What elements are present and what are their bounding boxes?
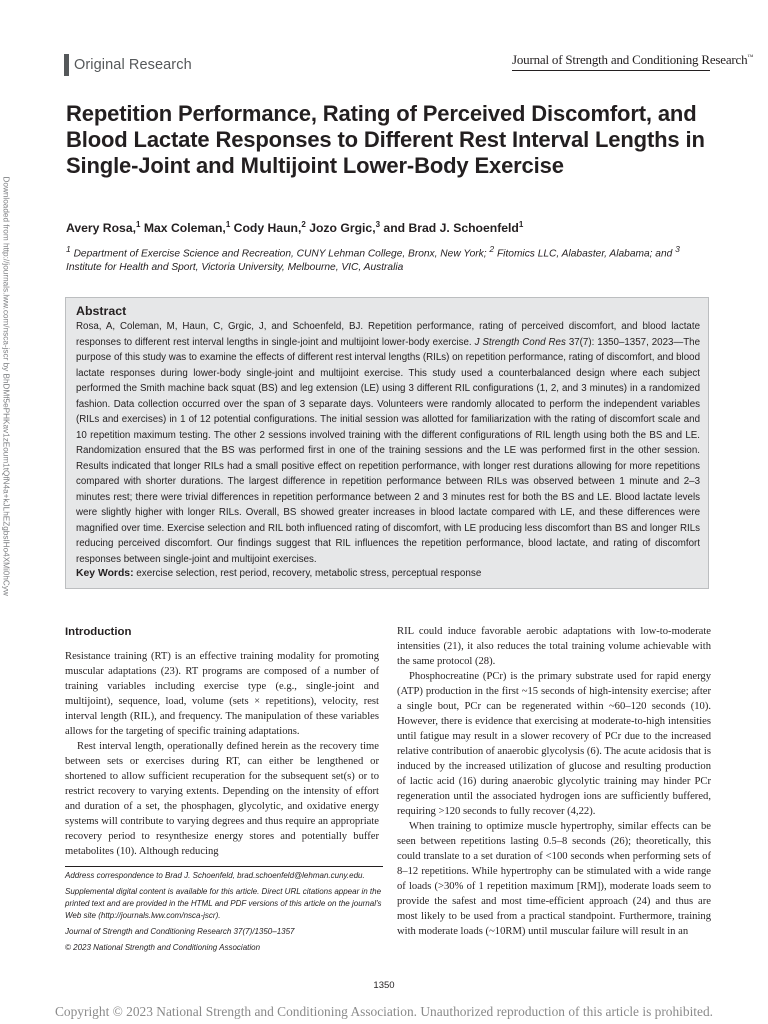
body-paragraph: When training to optimize muscle hypertrophy, similar effects can be seen between repetitions lasting 0.5–8 seconds (26); theoretically, this could translate to a set duration of <100 seconds when performing sets of 8–12 repetitions. While hypertrophy can be stimulated with a wide range of loads (>30% of 1 repetition maximum [RM]), moderate loads seem to provide the safest and most time-efficient approach (24) and thus are most likely to be used from a practical standpoint. Furthermore, training with moderate loads (~10RM) until muscular failure will result in an — [397, 821, 711, 937]
affiliation-text: Department of Exercise Science and Recreation, CUNY Lehman College, Bronx, New York; — [70, 248, 490, 260]
author-affiliation-marker: 2 — [301, 220, 306, 229]
author-name: and Brad J. Schoenfeld — [380, 221, 519, 236]
journal-logo — [512, 52, 754, 68]
introduction-heading: Introduction — [65, 626, 132, 638]
abstract-citation-journal: J Strength Cond Res — [474, 336, 566, 348]
correspondence-note: Address correspondence to Brad J. Schoenfeld, brad.schoenfeld@lehman.cuny.edu. — [65, 871, 365, 880]
affiliations — [66, 242, 714, 275]
author-affiliation-marker: 3 — [375, 220, 381, 229]
abstract-body — [76, 319, 700, 567]
author-name: Max Coleman, — [140, 221, 226, 236]
body-column-right — [397, 624, 711, 939]
journal-reference: Journal of Strength and Conditioning Research 37(7)/1350–1357 — [65, 927, 295, 937]
author-name: Cody Haun, — [230, 221, 302, 236]
abstract-text: Rosa, A, Coleman, M, Haun, C, Grgic, J, and Schoenfeld, BJ. Repetition performance, rating of perceived discomfort, and blood lactate responses to different rest interval lengths in single-joint and multijoint lower-body exercise. — [76, 321, 700, 348]
affiliation-marker: 2 — [489, 244, 495, 254]
author-name: Jozo Grgic, — [305, 221, 376, 236]
author-list — [66, 220, 716, 235]
affiliation-marker: 1 — [66, 244, 71, 254]
article-title: Repetition Performance, Rating of Perceived Discomfort, and Blood Lactate Responses to Different Rest Interval Lengths in Single-Joint and Multijoint Lower-Body Exercise — [66, 101, 705, 178]
abstract-text: 37(7): 1350–1357, 2023—The purpose of this study was to examine the effects of different rest interval lengths (RILs) on repetition performance, rating of discomfort, and blood lactate responses during lower-body single-joint and multijoint exercise. This study used a counterbalanced design where each subject performed the Smith machine back squat (BS) and leg extension (LE) using 3 different RIL configurations (1, 2, and 3 minutes) in a randomized fashion. Data collection occurred over the span of 3 separate days. Volunteers were randomly allocated to perform the independent variables (RILs and exercises) in 1 of 12 potential configurations. The initial session was allotted for familiarization with the rating of discomfort scale and 10 repetition maximum testing. The other 2 sessions involved training with the different configurations of RIL length using both the BS and LE. Randomization ensured that the BS was performed first in one of the training sessions and the LE was performed first in the other session. Results indicated that longer RILs had a small positive effect on repetition performance, with longer rest durations allowing for more repetitions compared with shorter durations. The largest difference in repetition performance between RILs was observed between 1 minute and 2–3 minutes rest; there were trivial differences in repetition performance between 2 and 3 minutes rest for both the BS and LE. Blood lactate levels were slightly higher with longer RILs. Overall, BS showed greater increases in blood lactate compared with LE, and these differences were magnified over time. Exercise selection and RIL both influenced rating of discomfort, with LE producing less discomfort than BS and longer RILs reducing perceived discomfort. Our findings suggest that RIL influences the repetition performance, blood lactate, and rating of discomfort responses between single-joint and multijoint exercises. — [76, 336, 700, 565]
page-number: 1350 — [373, 980, 395, 991]
author-affiliation-marker: 1 — [518, 220, 524, 229]
download-watermark: Downloaded from http://journals.lww.com/nsca-jscr by BhDMf5ePHKav1zEoum1tQfN4a+kJLhEZgbsIHo4XMi0hCyw — [1, 176, 11, 596]
body-column-left — [65, 624, 379, 859]
body-paragraph: RIL could induce favorable aerobic adaptations with low-to-moderate intensities (21), it also reduces the total training volume achievable with the same protocol (28). — [397, 626, 711, 667]
supplemental-note: Supplemental digital content is available for this article. Direct URL citations appear in the printed text and are provided in the HTML and PDF versions of this article on the journal's Web site (http://journals.lww.com/nsca-jscr). — [65, 887, 382, 920]
copyright-line: © 2023 National Strength and Conditioning Association — [65, 943, 261, 953]
keywords-label: Key Words: — [76, 568, 134, 579]
journal-logo-rule — [512, 70, 710, 71]
journal-name: Journal of Strength and Conditioning Research — [512, 52, 748, 67]
footnotes — [65, 866, 383, 959]
affiliation-marker: 3 — [675, 244, 680, 254]
section-label: Original Research — [64, 54, 192, 76]
keywords — [76, 568, 696, 579]
affiliation-text: Fitomics LLC, Alabaster, Alabama; and — [494, 248, 676, 260]
body-paragraph: Phosphocreatine (PCr) is the primary substrate used for rapid energy (ATP) production in the first ~15 seconds of high-intensity exercise; after a single bout, PCr can be regenerated within ~60–120 seconds (10). However, there is evidence that exercising at moderate-to-high intensities until fatigue may result in a slower recovery of PCr due to the increased relative contribution of anaerobic glycolysis (6). The acute acidosis that is induced by the increased utilization of glucose and resulting production of lactic acid (16) during anaerobic glycolytic training may hinder PCr regeneration until the associated hydrogen ions are sufficiently buffered, requiring >120 seconds to fully recover (4,22). — [397, 671, 711, 817]
body-paragraph: Rest interval length, operationally defined herein as the recovery time between sets or exercises during RT, can either be lengthened or shortened to allow sufficient recuperation for the subsequent set(s) or to restrict recovery to varying extents. Depending on the intensity of effort and duration of a set, the phosphagen, glycolytic, and oxidative energy systems will contribute to varying degrees and thus require an appropriate recovery period to resynthesize energy stores and potentially buffer metabolites (10). Although reducing — [65, 741, 379, 857]
abstract-heading: Abstract — [76, 304, 127, 318]
journal-trademark: ™ — [747, 54, 754, 61]
body-paragraph: Resistance training (RT) is an effective training modality for promoting muscular adaptations (23). RT programs are composed of a number of training variables including exercise type (e.g., single-joint and multijoint), sequence, load, volume (sets × repetitions), velocity, rest interval length (RIL), and frequency. The manipulation of these variables allows for the targeting of specific training adaptations. — [65, 651, 379, 737]
author-name: Avery Rosa, — [66, 221, 137, 236]
abstract-box — [65, 297, 709, 589]
keywords-text: exercise selection, rest period, recovery, metabolic stress, perceptual response — [133, 568, 482, 579]
author-affiliation-marker: 1 — [136, 220, 141, 229]
copyright-notice: Copyright © 2023 National Strength and Conditioning Association. Unauthorized reproduction of this article is prohibited. — [54, 1004, 714, 1019]
author-affiliation-marker: 1 — [225, 220, 231, 229]
affiliation-text: Institute for Health and Sport, Victoria University, Melbourne, VIC, Australia — [66, 262, 404, 274]
